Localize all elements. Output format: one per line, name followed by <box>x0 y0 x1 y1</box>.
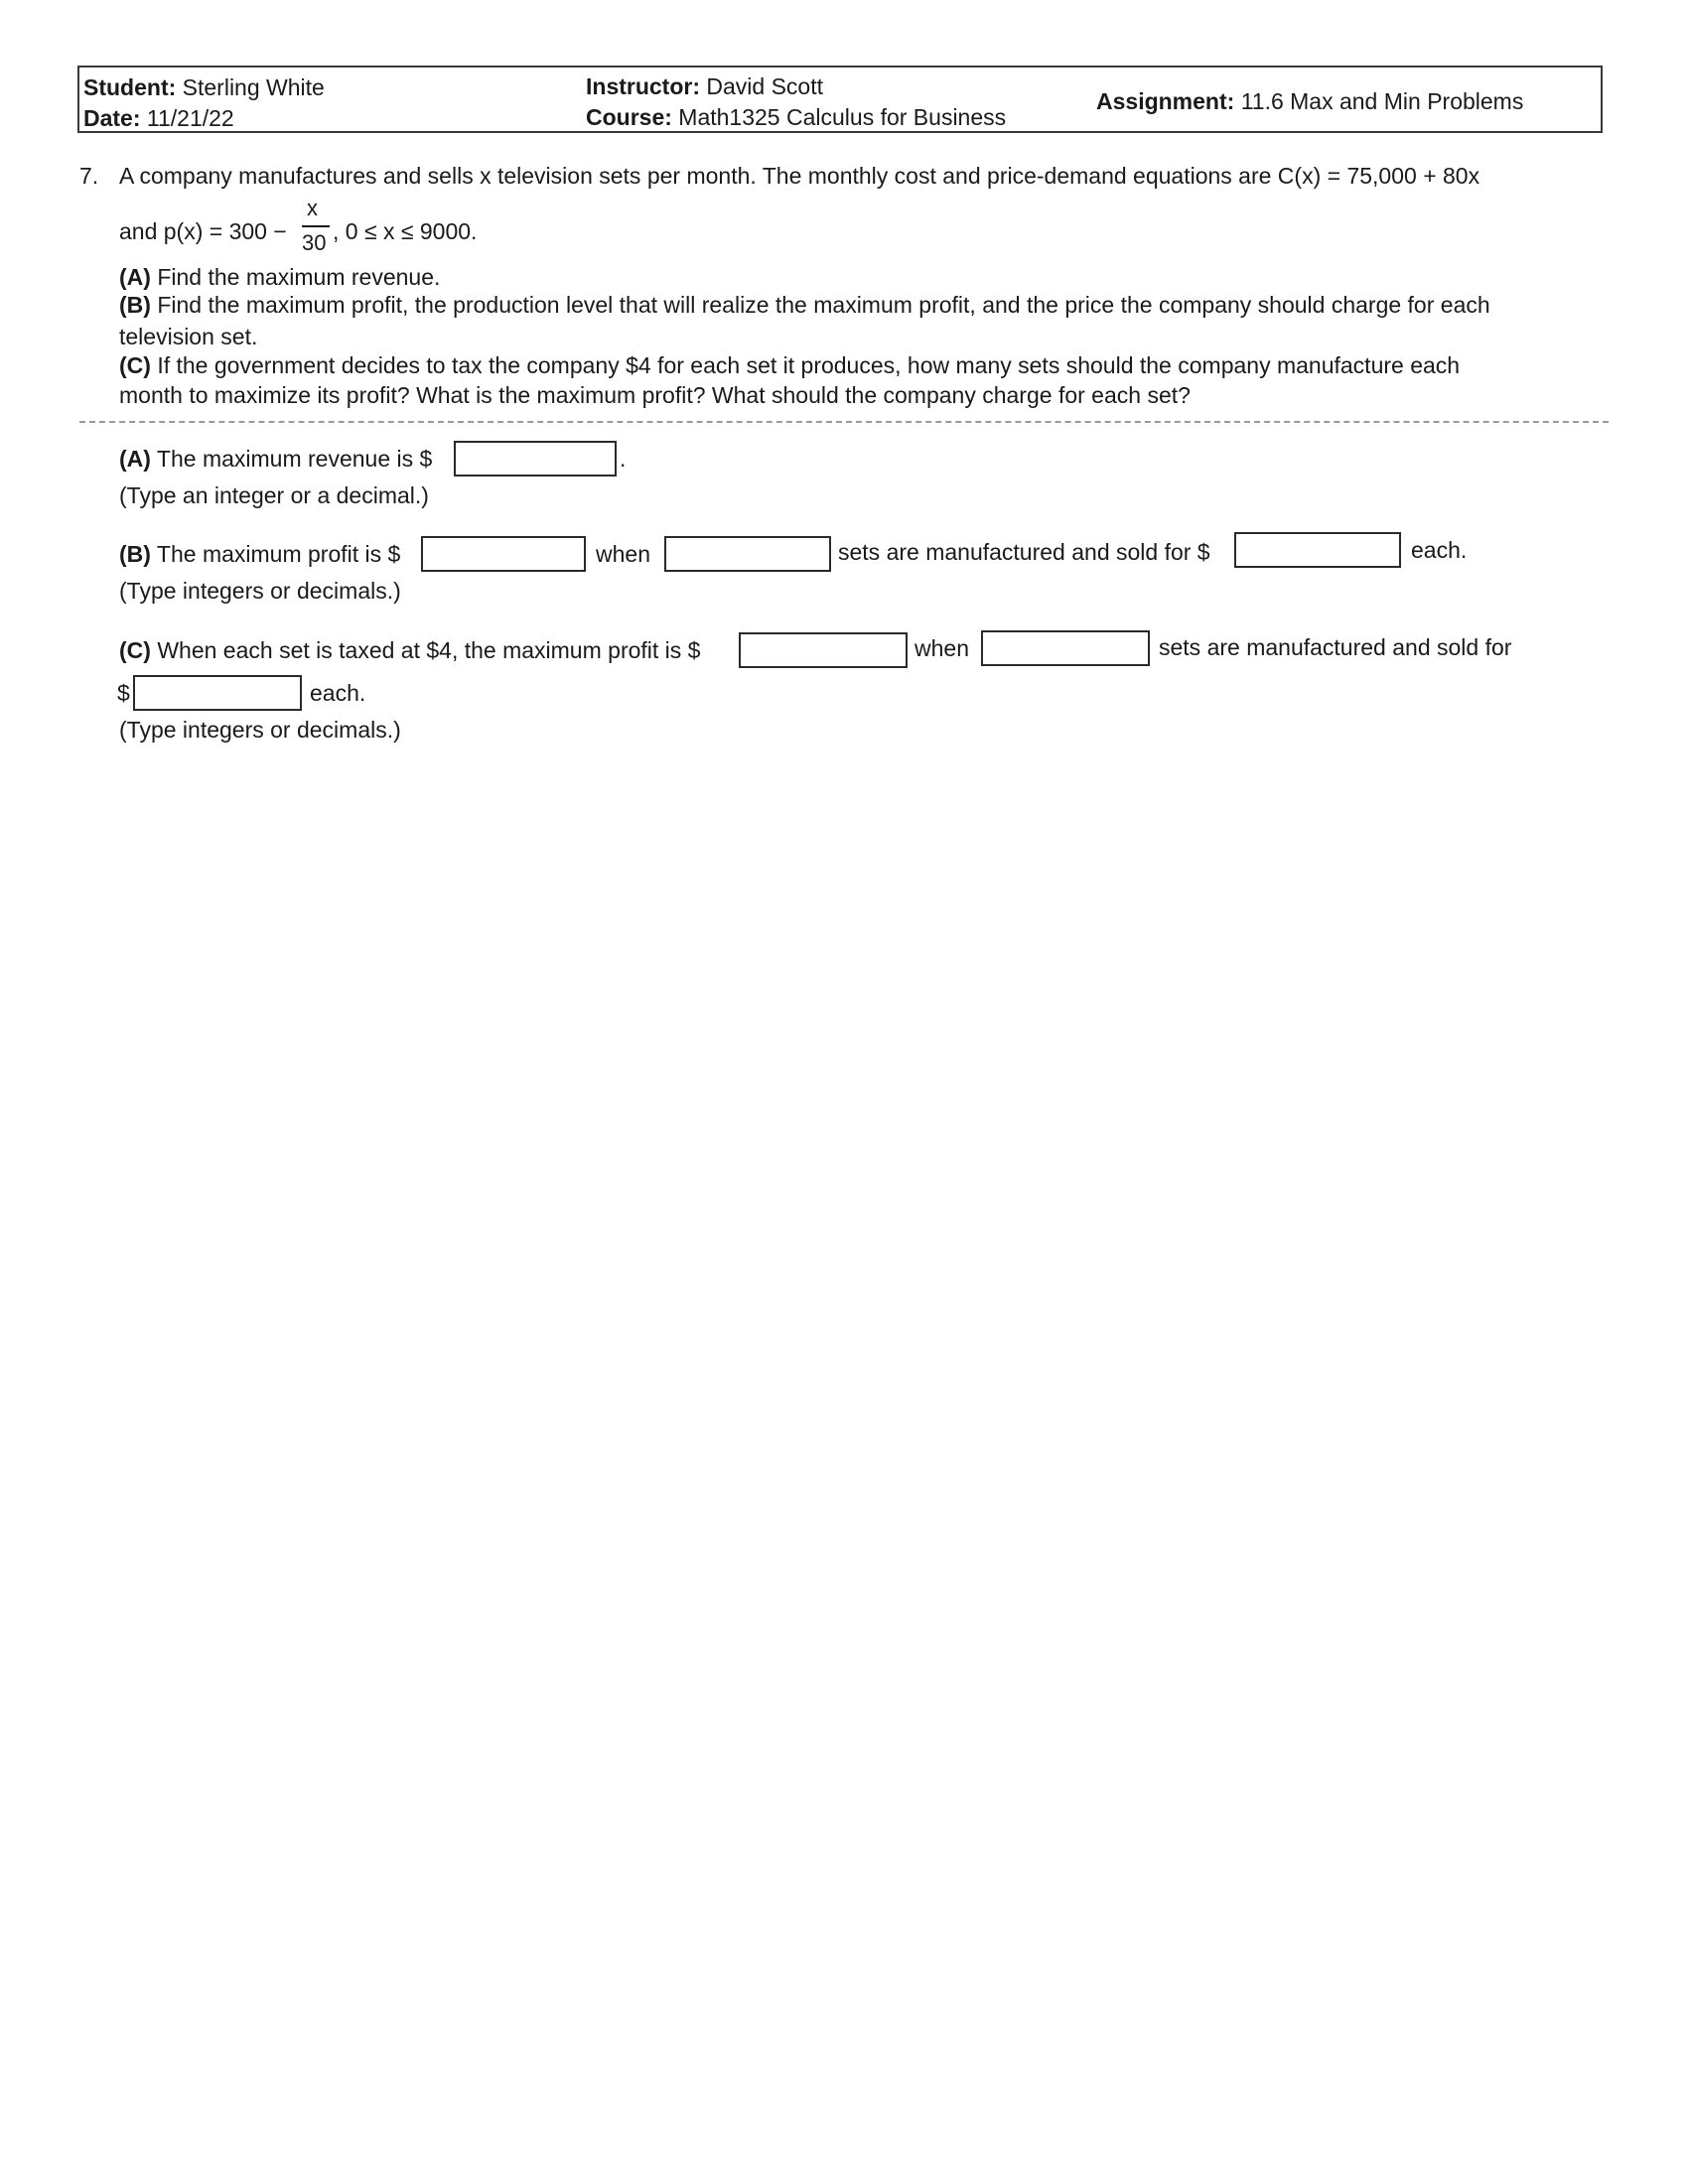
taxed-production-level-input[interactable] <box>981 630 1150 666</box>
part-a-prompt <box>119 262 440 292</box>
course-info <box>586 103 1006 132</box>
answer-b-text <box>119 539 400 569</box>
answer-b-sets-text: sets are manufactured and sold for $ <box>838 539 1210 565</box>
answer-a-prompt: The maximum revenue is $ <box>156 446 433 472</box>
instructor-name: David Scott <box>706 73 823 99</box>
answer-c-when: when <box>914 635 969 661</box>
question-line-2-suffix: , 0 ≤ x ≤ 9000. <box>333 218 478 244</box>
part-c-label: (C) <box>119 352 151 378</box>
answer-b-prompt: The maximum profit is $ <box>156 541 401 567</box>
answer-a-period: . <box>620 446 627 472</box>
answer-c-text <box>119 635 700 665</box>
answer-c-each: each. <box>310 680 366 706</box>
question-line-2-prefix: and p(x) = 300 − <box>119 218 287 244</box>
part-b-label: (B) <box>119 292 151 318</box>
date-info <box>83 104 234 133</box>
part-b-prompt <box>119 290 1490 320</box>
fraction-numerator: x <box>307 196 318 220</box>
answer-c-prompt: When each set is taxed at $4, the maximum profit is $ <box>157 637 701 663</box>
date-label: Date: <box>83 105 141 131</box>
student-label: Student: <box>83 74 177 100</box>
instructor-info <box>586 72 823 101</box>
answer-c-sets-text: sets are manufactured and sold for <box>1159 634 1512 660</box>
answer-a-label: (A) <box>119 446 151 472</box>
max-revenue-input[interactable] <box>454 441 617 477</box>
production-level-input[interactable] <box>664 536 831 572</box>
question-number: 7. <box>79 163 99 189</box>
taxed-max-profit-input[interactable] <box>739 632 908 668</box>
fraction-denominator: 30 <box>302 230 327 255</box>
answer-b-label: (B) <box>119 541 151 567</box>
assignment-name: 11.6 Max and Min Problems <box>1240 88 1524 114</box>
part-c-text: If the government decides to tax the company $4 for each set it produces, how many sets should the company manufacture each <box>157 352 1461 378</box>
answer-b-hint: (Type integers or decimals.) <box>119 578 401 604</box>
answer-b-when: when <box>596 541 650 567</box>
part-a-text: Find the maximum revenue. <box>157 264 441 290</box>
fraction-bar <box>302 225 330 227</box>
date-value: 11/21/22 <box>146 105 234 131</box>
assignment-label: Assignment: <box>1096 88 1235 114</box>
answer-a-text <box>119 444 432 474</box>
course-name: Math1325 Calculus for Business <box>678 104 1007 130</box>
question-line-1: A company manufactures and sells x television sets per month. The monthly cost and price-demand equations are C(x) = 75,000 + 80x <box>119 163 1480 189</box>
assignment-header <box>77 66 1603 133</box>
answer-c-dollar: $ <box>117 680 130 706</box>
student-info <box>83 73 325 102</box>
section-divider <box>79 421 1609 423</box>
answer-a-hint: (Type an integer or a decimal.) <box>119 482 429 508</box>
answer-b-each: each. <box>1411 537 1468 563</box>
course-label: Course: <box>586 104 672 130</box>
student-name: Sterling White <box>182 74 325 100</box>
instructor-label: Instructor: <box>586 73 700 99</box>
price-per-set-input[interactable] <box>1234 532 1401 568</box>
part-a-label: (A) <box>119 264 151 290</box>
part-b-text: Find the maximum profit, the production level that will realize the maximum profit, and the price the company should charge for each <box>157 292 1490 318</box>
part-c-continued: month to maximize its profit? What is the maximum profit? What should the company charge for each set? <box>119 382 1191 408</box>
part-c-prompt <box>119 350 1460 380</box>
answer-c-label: (C) <box>119 637 151 663</box>
max-profit-input[interactable] <box>421 536 586 572</box>
part-b-continued: television set. <box>119 324 258 349</box>
answer-c-hint: (Type integers or decimals.) <box>119 717 401 743</box>
taxed-price-per-set-input[interactable] <box>133 675 302 711</box>
assignment-info <box>1096 87 1523 116</box>
